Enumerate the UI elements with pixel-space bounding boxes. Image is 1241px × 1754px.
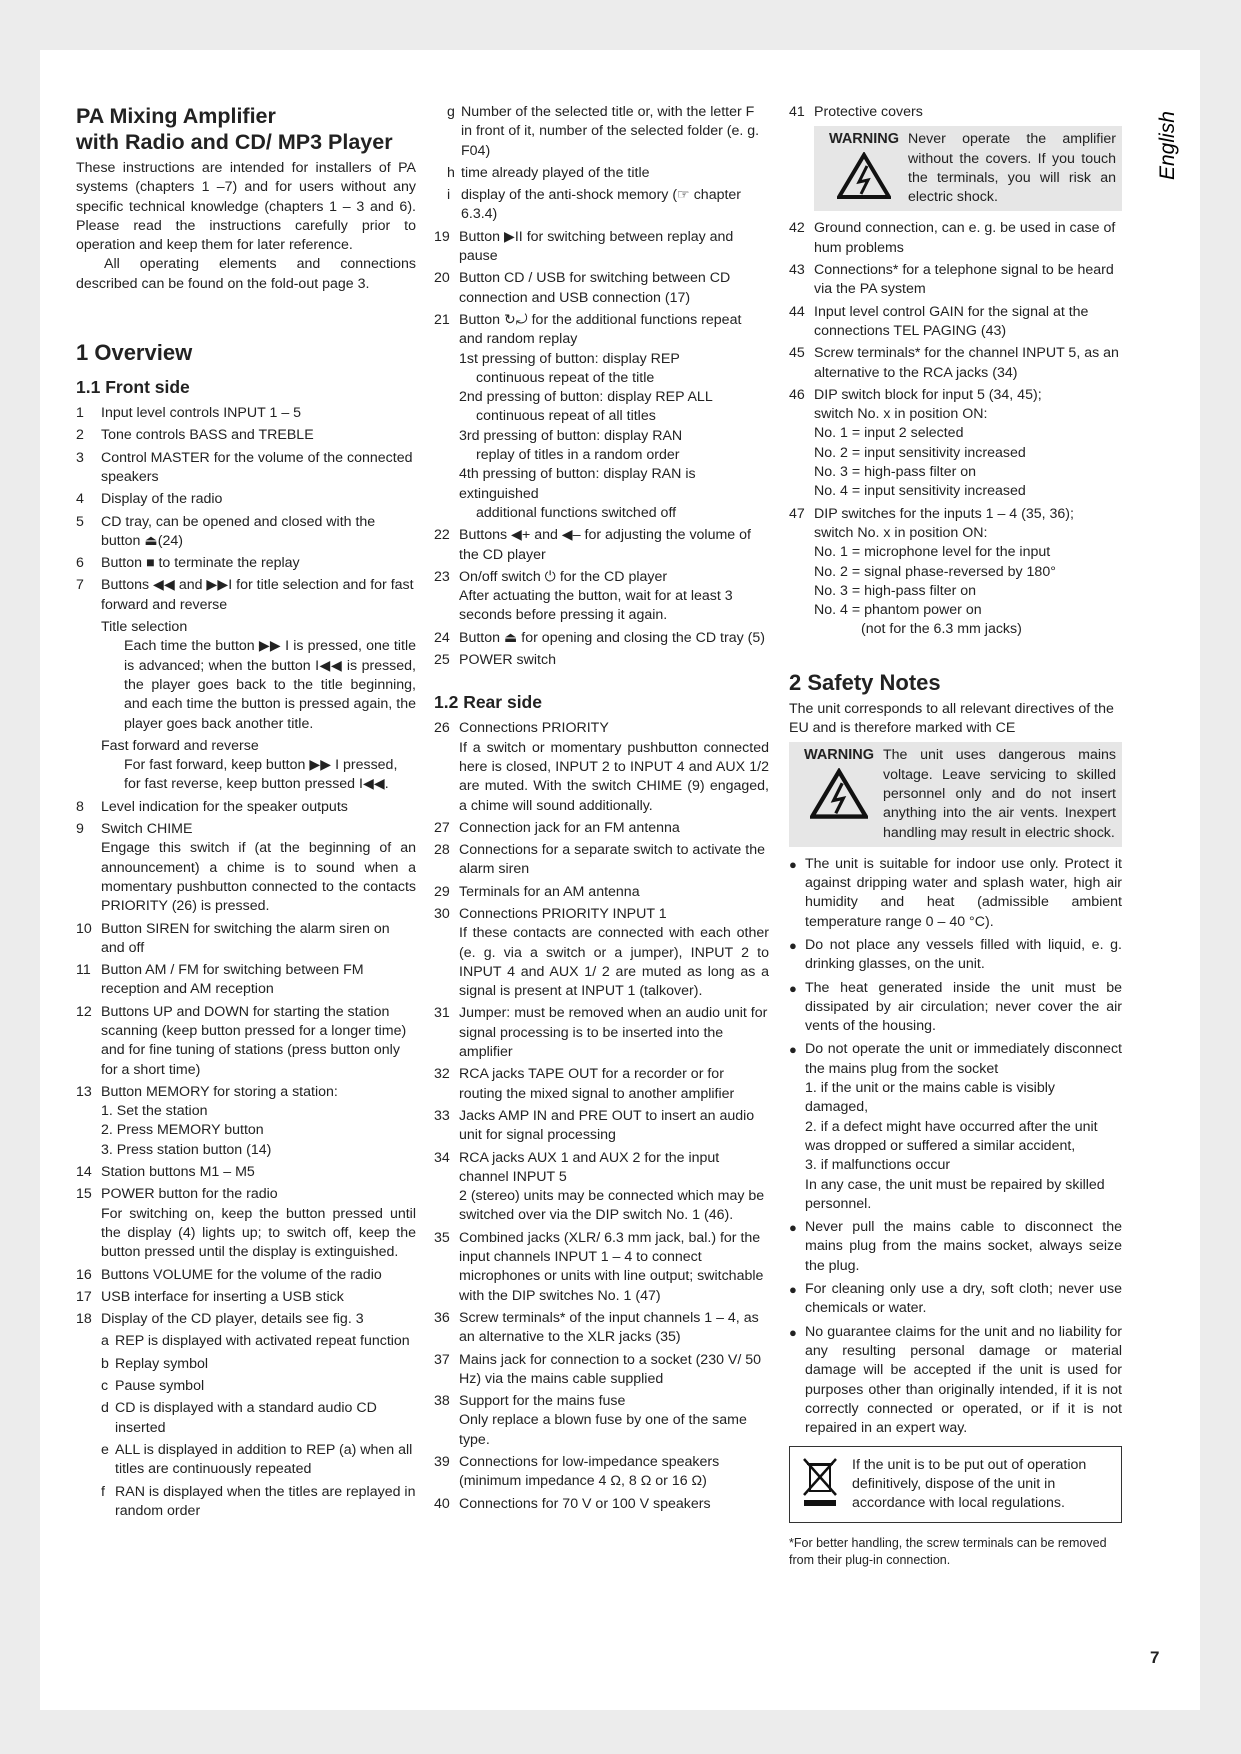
sub-item bbox=[76, 1441, 416, 1480]
list-item bbox=[789, 505, 1122, 524]
bullet-item bbox=[789, 936, 1122, 975]
list-item bbox=[76, 1163, 416, 1182]
warning-box-covers bbox=[814, 126, 1122, 211]
list-item bbox=[76, 1266, 416, 1285]
item-number: 43 bbox=[789, 262, 805, 279]
title-line-2: with Radio and CD/ MP3 Player bbox=[76, 130, 393, 154]
onoff-text: After actuating the button, wait for at least 3 seconds before pressing it again. bbox=[459, 588, 733, 624]
item-text: Jacks AMP IN and PRE OUT to insert an audio unit for signal processing bbox=[459, 1107, 755, 1144]
bullet-text: For cleaning only use a dry, soft cloth; never use chemicals or water. bbox=[805, 1281, 1122, 1317]
sub-item bbox=[76, 1355, 416, 1374]
switch-line: No. 2 = signal phase-reversed by 180° bbox=[814, 563, 1056, 580]
sub-item-text: time already played of the title bbox=[461, 164, 650, 181]
item-text: Button MEMORY for storing a station: bbox=[101, 1083, 338, 1100]
sub-item-text: REP is displayed with activated repeat function bbox=[115, 1333, 410, 1350]
item-number: 27 bbox=[434, 819, 450, 836]
item-text: Button AM / FM for switching between FM reception and AM reception bbox=[101, 962, 364, 998]
title-selection-text: Each time the button ▶▶ I is pressed, one title is advanced; when the button I◀◀ is pressed, the player goes back to the title beginning, and each time the button is pressed again, the player goes back another title. bbox=[124, 638, 416, 732]
sub-item-text: CD is displayed with a standard audio CD inserted bbox=[115, 1400, 377, 1436]
press-desc: additional functions switched off bbox=[476, 504, 677, 521]
item-number: 16 bbox=[76, 1266, 92, 1283]
list-item bbox=[789, 303, 1122, 342]
sub-item bbox=[76, 1377, 416, 1396]
item-text: Connections PRIORITY bbox=[459, 720, 609, 737]
bullet-item bbox=[789, 1040, 1122, 1079]
item-text: Station buttons M1 – M5 bbox=[101, 1164, 255, 1181]
sub-item-letter: e bbox=[101, 1441, 109, 1458]
item-text: Tone controls BASS and TREBLE bbox=[101, 427, 314, 444]
switch-line: No. 4 = input sensitivity increased bbox=[814, 483, 1026, 500]
list-item bbox=[434, 1495, 769, 1514]
item-number: 32 bbox=[434, 1066, 450, 1083]
item-text: POWER switch bbox=[459, 652, 556, 669]
item-text: RCA jacks AUX 1 and AUX 2 for the input channel INPUT 5 bbox=[459, 1149, 720, 1185]
list-item bbox=[76, 961, 416, 1000]
sub-item-letter: g bbox=[447, 104, 455, 120]
item-number: 28 bbox=[434, 842, 450, 859]
bullet-text: The unit is suitable for indoor use only. Protect it against dripping water and splash water, high air humidity and heat (admissible ambient temperature range 0 – 40 °C). bbox=[805, 855, 1122, 930]
condition-line: 1. if the unit or the mains cable is visibly damaged, bbox=[805, 1080, 1055, 1116]
sub-item bbox=[76, 1332, 416, 1351]
list-item bbox=[434, 526, 769, 565]
item-text: Button ⏏ for opening and closing the CD tray (5) bbox=[459, 629, 765, 646]
item-number: 38 bbox=[434, 1393, 450, 1410]
item-number: 20 bbox=[434, 270, 450, 287]
warning-label-2: WARNING bbox=[803, 747, 875, 764]
item-text: Buttons ◀◀ and ▶▶I for title selection and for fast forward and reverse bbox=[101, 577, 414, 613]
list-item bbox=[76, 1003, 416, 1080]
list-item bbox=[76, 576, 416, 615]
sub-item-letter: b bbox=[101, 1355, 109, 1372]
list-item bbox=[434, 1453, 769, 1492]
fuse-text: Only replace a blown fuse by one of the same type. bbox=[459, 1412, 747, 1448]
item-text: Support for the mains fuse bbox=[459, 1393, 626, 1410]
sub-item-letter: c bbox=[101, 1378, 109, 1395]
power-radio-text: For switching on, keep the button pressed until the display (4) lights up; to switch off, keep the button pressed until the display is extinguished. bbox=[101, 1205, 416, 1261]
priority-input1-text: If these contacts are connected with each other (e. g. via a switch or a jumper), INPUT 2 to INPUT 4 and AUX 1/ 2 are muted as long as a signal is present at INPUT 1 (talkover). bbox=[459, 925, 769, 1000]
bullet-text: Never pull the mains cable to disconnect the mains plug from the mains socket, always seize the plug. bbox=[805, 1219, 1122, 1274]
sub-item bbox=[76, 1399, 416, 1438]
list-item bbox=[76, 798, 416, 817]
language-tab-text: English bbox=[1156, 111, 1179, 180]
list-item bbox=[789, 219, 1122, 258]
item-number: 37 bbox=[434, 1351, 450, 1368]
condition-line: 3. if malfunctions occur bbox=[805, 1157, 951, 1174]
crossed-bin-icon bbox=[800, 1455, 840, 1507]
item-number: 6 bbox=[76, 555, 84, 572]
sub-item bbox=[422, 164, 769, 183]
subsection-heading-front: 1.1 Front side bbox=[76, 377, 190, 398]
item-text: DIP switch block for input 5 (34, 45); bbox=[814, 386, 1042, 403]
step-line: 2. Press MEMORY button bbox=[101, 1122, 264, 1139]
item-number: 22 bbox=[434, 527, 450, 544]
press-desc: continuous repeat of all titles bbox=[476, 408, 656, 425]
list-item bbox=[434, 1149, 769, 1188]
sub-item-text: Replay symbol bbox=[115, 1355, 209, 1372]
item-text: Terminals for an AM antenna bbox=[459, 883, 640, 900]
section-heading-safety: 2 Safety Notes bbox=[789, 669, 941, 695]
item-text: Switch CHIME bbox=[101, 821, 193, 838]
item-number: 7 bbox=[76, 577, 84, 594]
list-item bbox=[76, 1185, 416, 1204]
list-item bbox=[434, 269, 769, 308]
sub-item-text: Number of the selected title or, with the letter F in front of it, number of the selected folder (e. g. F04) bbox=[461, 104, 760, 159]
item-text: Screw terminals* of the input channels 1 – 4, as an alternative to the XLR jacks (35) bbox=[459, 1309, 759, 1346]
item-number: 15 bbox=[76, 1186, 92, 1203]
list-item bbox=[434, 719, 769, 738]
list-item bbox=[434, 1392, 769, 1411]
bullet-item bbox=[789, 1218, 1122, 1276]
condition-line: 2. if a defect might have occurred after the unit was dropped or suffered a similar accident, bbox=[805, 1118, 1098, 1154]
column-2 bbox=[434, 103, 769, 1517]
press-line: 4th pressing of button: display RAN is extinguished bbox=[459, 466, 696, 502]
sub-item-letter: h bbox=[447, 164, 455, 181]
warning-text-covers: Never operate the amplifier without the covers. If you touch the terminals, you will risk an electric shock. bbox=[908, 131, 1116, 206]
sub-item-letter: d bbox=[101, 1400, 109, 1417]
switch-line: No. 2 = input sensitivity increased bbox=[814, 444, 1026, 461]
item-number: 35 bbox=[434, 1229, 450, 1246]
item-text: Connections for 70 V or 100 V speakers bbox=[459, 1495, 711, 1512]
list-item bbox=[434, 651, 769, 670]
press-line: 2nd pressing of button: display REP ALL bbox=[459, 389, 713, 406]
item-number: 4 bbox=[76, 491, 84, 508]
item-text: Display of the CD player, details see fig. 3 bbox=[101, 1311, 364, 1328]
subsection-heading-rear: 1.2 Rear side bbox=[434, 692, 542, 713]
item-number: 12 bbox=[76, 1003, 92, 1020]
item-text: On/off switch ⏻ for the CD player bbox=[459, 568, 668, 585]
list-item bbox=[434, 1309, 769, 1348]
item-number: 25 bbox=[434, 652, 450, 669]
column-1 bbox=[76, 103, 416, 1524]
item-text: Input level controls INPUT 1 – 5 bbox=[101, 405, 302, 422]
fast-forward-text: For fast forward, keep button ▶▶ I pressed, for fast reverse, keep button pressed I◀◀. bbox=[124, 757, 398, 793]
list-item bbox=[434, 1065, 769, 1104]
item-text: Display of the radio bbox=[101, 491, 223, 508]
item-number: 18 bbox=[76, 1311, 92, 1328]
item-text: Button ▶II for switching between replay and pause bbox=[459, 228, 734, 265]
item-number: 24 bbox=[434, 629, 450, 646]
switch-line: No. 1 = microphone level for the input bbox=[814, 544, 1051, 561]
switch-line: No. 4 = phantom power on bbox=[814, 602, 982, 619]
item-number: 13 bbox=[76, 1083, 92, 1100]
aux-text: 2 (stereo) units may be connected which may be switched over via the DIP switch No. 1 (46). bbox=[459, 1188, 765, 1224]
list-item bbox=[76, 426, 416, 445]
item-text: Button ↻⤾ for the additional functions repeat and random replay bbox=[459, 311, 742, 348]
item-text: RCA jacks TAPE OUT for a recorder or for routing the mixed signal to another amplifier bbox=[459, 1066, 735, 1102]
item-number: 8 bbox=[76, 798, 84, 815]
repair-note: In any case, the unit must be repaired by skilled personnel. bbox=[805, 1176, 1105, 1212]
item-text: Connections* for a telephone signal to be heard via the PA system bbox=[814, 262, 1114, 298]
bullet-item bbox=[789, 855, 1122, 932]
item-text: DIP switches for the inputs 1 – 4 (35, 36); bbox=[814, 505, 1074, 522]
press-desc: replay of titles in a random order bbox=[476, 447, 680, 464]
item-number: 39 bbox=[434, 1454, 450, 1470]
item-text: USB interface for inserting a USB stick bbox=[101, 1288, 344, 1305]
item-number: 47 bbox=[789, 505, 805, 522]
bullet-icon: ● bbox=[789, 980, 797, 996]
item-number: 42 bbox=[789, 220, 805, 237]
item-text: Connection jack for an FM antenna bbox=[459, 819, 680, 836]
warning-triangle-icon bbox=[810, 768, 868, 820]
list-item bbox=[434, 311, 769, 350]
item-text: Mains jack for connection to a socket (230 V/ 50 Hz) via the mains cable supplied bbox=[459, 1351, 762, 1387]
item-text: Buttons VOLUME for the volume of the radio bbox=[101, 1266, 382, 1283]
switch-line: No. 3 = high-pass filter on bbox=[814, 582, 977, 599]
intro-paragraph-2: All operating elements and connections described can be found on the fold-out page 3. bbox=[76, 256, 416, 292]
list-item bbox=[76, 513, 416, 552]
list-item bbox=[434, 905, 769, 924]
item-text: Buttons UP and DOWN for starting the station scanning (keep button pressed for a longer time) and for fine tuning of stations (press button only for a short time) bbox=[101, 1003, 407, 1078]
phantom-note: (not for the 6.3 mm jacks) bbox=[861, 621, 1022, 638]
item-text: Jumper: must be removed when an audio unit for signal processing is to be inserted into the amplifier bbox=[459, 1005, 768, 1061]
list-item bbox=[76, 1310, 416, 1329]
priority-text: If a switch or momentary pushbutton connected here is closed, INPUT 2 to INPUT 4 and AUX 1/2 are muted. With the switch CHIME (9) engaged, a chime will sound additionally. bbox=[459, 739, 769, 814]
list-item bbox=[434, 228, 769, 267]
item-number: 46 bbox=[789, 386, 805, 403]
item-text: Level indication for the speaker outputs bbox=[101, 798, 348, 815]
item-number: 14 bbox=[76, 1164, 92, 1181]
bullet-icon: ● bbox=[789, 1282, 797, 1298]
item-number: 31 bbox=[434, 1005, 450, 1022]
footnote: *For better handling, the screw terminals can be removed from their plug-in connection. bbox=[789, 1535, 1107, 1567]
bullet-text: Do not operate the unit or immediately disconnect the mains plug from the socket bbox=[805, 1041, 1122, 1077]
list-item bbox=[76, 920, 416, 959]
press-line: 1st pressing of button: display REP bbox=[459, 350, 680, 367]
disposal-box bbox=[789, 1446, 1122, 1522]
step-line: 1. Set the station bbox=[101, 1103, 208, 1120]
item-number: 5 bbox=[76, 513, 84, 530]
item-number: 9 bbox=[76, 821, 84, 838]
warning-label: WARNING bbox=[828, 131, 900, 148]
switch-line: No. 1 = input 2 selected bbox=[814, 425, 964, 442]
section-heading-overview: 1 Overview bbox=[76, 340, 193, 366]
bullet-icon: ● bbox=[789, 1220, 797, 1236]
list-item bbox=[434, 629, 769, 648]
item-number: 21 bbox=[434, 311, 450, 328]
column-3 bbox=[789, 103, 1122, 1569]
item-number: 36 bbox=[434, 1309, 450, 1326]
bullet-item bbox=[789, 979, 1122, 1037]
item-number: 45 bbox=[789, 345, 805, 362]
list-item bbox=[76, 1083, 416, 1102]
list-item bbox=[434, 883, 769, 902]
disposal-text: If the unit is to be put out of operation definitively, dispose of the unit in accordance with local regulations. bbox=[852, 1456, 1087, 1512]
list-item bbox=[434, 568, 769, 587]
warning-box-mains bbox=[789, 742, 1122, 846]
title-line-1: PA Mixing Amplifier bbox=[76, 104, 276, 128]
item-text: CD tray, can be opened and closed with the button ⏏(24) bbox=[101, 513, 376, 549]
item-number: 26 bbox=[434, 720, 450, 737]
list-item bbox=[789, 261, 1122, 300]
list-item bbox=[434, 1351, 769, 1390]
item-number: 1 bbox=[76, 405, 84, 422]
sub-item-text: RAN is displayed when the titles are replayed in random order bbox=[115, 1483, 416, 1519]
item-number: 3 bbox=[76, 449, 84, 466]
bullet-text: Do not place any vessels filled with liquid, e. g. drinking glasses, on the unit. bbox=[805, 936, 1122, 973]
bullet-icon: ● bbox=[789, 1324, 797, 1340]
sub-item-text: Pause symbol bbox=[115, 1378, 205, 1395]
item-number: 41 bbox=[789, 104, 805, 120]
item-text: Control MASTER for the volume of the connected speakers bbox=[101, 449, 413, 485]
sub-item-text: display of the anti-shock memory (☞ chapter 6.3.4) bbox=[461, 187, 742, 223]
chime-text: Engage this switch if (at the beginning of an announcement) a chime is to sound when a momentary pushbutton connected to the contacts PRIORITY (26) is pressed. bbox=[101, 840, 416, 915]
sub-item-letter: i bbox=[447, 187, 451, 204]
list-item bbox=[789, 103, 1122, 122]
item-text: Button ■ to terminate the replay bbox=[101, 555, 300, 572]
item-number: 34 bbox=[434, 1149, 450, 1166]
bullet-text: No guarantee claims for the unit and no liability for any resulting personal damage or material damage will be accepted if the unit is used for purposes other than originally intended, if it is not correctly connected or operated, or if it is not repaired in an expert way. bbox=[805, 1323, 1122, 1437]
bullet-icon: ● bbox=[789, 1042, 797, 1058]
list-item bbox=[76, 404, 416, 423]
item-number: 10 bbox=[76, 920, 92, 937]
item-number: 17 bbox=[76, 1288, 92, 1305]
sub-item-letter: a bbox=[101, 1333, 109, 1350]
list-item bbox=[76, 820, 416, 839]
press-line: 3rd pressing of button: display RAN bbox=[459, 427, 683, 444]
switch-line: switch No. x in position ON: bbox=[814, 406, 988, 423]
item-number: 2 bbox=[76, 427, 84, 444]
step-line: 3. Press station button (14) bbox=[101, 1141, 272, 1158]
item-text: Ground connection, can e. g. be used in case of hum problems bbox=[814, 220, 1116, 256]
item-number: 30 bbox=[434, 905, 450, 922]
title-selection-label: Title selection bbox=[101, 619, 188, 636]
item-text: Input level control GAIN for the signal at the connections TEL PAGING (43) bbox=[814, 303, 1089, 339]
item-text: Connections PRIORITY INPUT 1 bbox=[459, 905, 667, 922]
list-item bbox=[434, 1229, 769, 1306]
bullet-text: The heat generated inside the unit must be dissipated by air circulation; never cover the air vents of the housing. bbox=[805, 979, 1122, 1035]
warning-text-mains: The unit uses dangerous mains voltage. Leave servicing to skilled personnel only and do not insert anything into the air vents. Inexpert handling may result in electric shock. bbox=[883, 747, 1116, 841]
list-item bbox=[76, 449, 416, 488]
item-text: Buttons ◀+ and ◀– for adjusting the volume of the CD player bbox=[459, 527, 751, 563]
item-number: 11 bbox=[76, 962, 91, 979]
item-text: Screw terminals* for the channel INPUT 5, as an alternative to the RCA jacks (34) bbox=[814, 345, 1119, 381]
language-tab bbox=[1152, 104, 1182, 184]
item-text: Button CD / USB for switching between CD connection and USB connection (17) bbox=[459, 270, 731, 306]
warning-triangle-icon bbox=[837, 152, 891, 200]
list-item bbox=[789, 386, 1122, 405]
bullet-icon: ● bbox=[789, 937, 797, 953]
item-text: Protective covers bbox=[814, 104, 923, 120]
intro-paragraph: These instructions are intended for installers of PA systems (chapters 1 –7) and for users without any specific technical knowledge (chapters 1 – 3 and 6). Please read the instructions carefully prior to operation and keep them for later reference. bbox=[76, 160, 416, 254]
switch-line: switch No. x in position ON: bbox=[814, 524, 988, 541]
item-text: Combined jacks (XLR/ 6.3 mm jack, bal.) for the input channels INPUT 1 – 4 to connect microphones or units with line output; switchable with the DIP switches No. 1 (47) bbox=[459, 1229, 764, 1304]
list-item bbox=[76, 554, 416, 573]
item-text: Connections for low-impedance speakers (minimum impedance 4 Ω, 8 Ω or 16 Ω) bbox=[459, 1454, 720, 1490]
sub-item bbox=[422, 186, 769, 225]
item-text: POWER button for the radio bbox=[101, 1186, 278, 1203]
sub-item-letter: f bbox=[101, 1483, 105, 1500]
sub-item bbox=[422, 103, 769, 161]
item-text: Connections for a separate switch to activate the alarm siren bbox=[459, 842, 765, 878]
item-number: 33 bbox=[434, 1107, 450, 1124]
list-item bbox=[434, 1004, 769, 1062]
sub-item-text: ALL is displayed in addition to REP (a) when all titles are continuously repeated bbox=[115, 1441, 413, 1478]
press-desc: continuous repeat of the title bbox=[476, 369, 655, 386]
fast-forward-label: Fast forward and reverse bbox=[101, 737, 259, 754]
item-number: 44 bbox=[789, 303, 805, 320]
bullet-item bbox=[789, 1280, 1122, 1319]
item-text: Button SIREN for switching the alarm siren on and off bbox=[101, 920, 390, 956]
bullet-icon: ● bbox=[789, 856, 797, 872]
page-number: 7 bbox=[1150, 1648, 1160, 1667]
item-number: 40 bbox=[434, 1495, 450, 1512]
item-number: 19 bbox=[434, 228, 450, 245]
list-item bbox=[434, 841, 769, 880]
item-number: 29 bbox=[434, 883, 450, 900]
document-title bbox=[76, 103, 416, 155]
safety-intro: The unit corresponds to all relevant directives of the EU and is therefore marked with CE bbox=[789, 700, 1114, 737]
bullet-item bbox=[789, 1323, 1122, 1439]
list-item bbox=[434, 1107, 769, 1146]
list-item bbox=[76, 490, 416, 509]
sub-item bbox=[76, 1483, 416, 1522]
item-number: 23 bbox=[434, 568, 450, 585]
switch-line: No. 3 = high-pass filter on bbox=[814, 464, 977, 481]
list-item bbox=[789, 344, 1122, 383]
list-item bbox=[434, 819, 769, 838]
list-item bbox=[76, 1288, 416, 1307]
